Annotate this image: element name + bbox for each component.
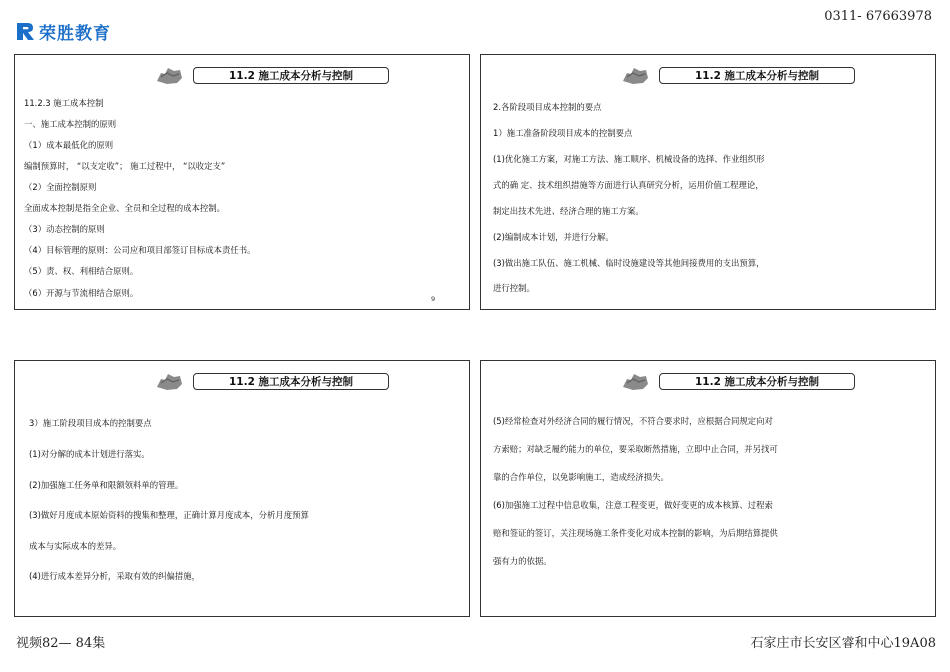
slide-body xyxy=(15,55,469,309)
slide-text-line: （1）成本最低化的原则 xyxy=(24,140,114,150)
slide-text-line: （3）动态控制的原则 xyxy=(24,224,105,234)
slide-text-line: 1）施工准备阶段项目成本的控制要点 xyxy=(493,128,633,138)
slide-text-line: 制定出技术先进、经济合理的施工方案。 xyxy=(493,206,644,216)
slide-text-line: (3)做好月度成本原始资料的搜集和整理，正确计算月度成本，分析月度预算 xyxy=(29,510,309,520)
slide-text-line: (3)做出施工队伍、施工机械、临时设施建设等其他间接费用的支出预算， xyxy=(493,258,765,268)
slide-text-line: 11.2.3 施工成本控制 xyxy=(24,98,104,108)
slide-text-line: 进行控制。 xyxy=(493,283,535,293)
slide-text-line: （6）开源与节流相结合原则。 xyxy=(24,288,139,298)
slide-text-line: (5)经常检查对外经济合同的履行情况，不符合要求时，应根据合同规定向对 xyxy=(493,416,773,426)
brand-logo xyxy=(14,18,111,44)
slide-text-line: 全面成本控制是指全企业、全员和全过程的成本控制。 xyxy=(24,203,225,213)
slide-text-line: 式的确 定、技术组织措施等方面进行认真研究分析，运用价值工程理论， xyxy=(493,180,764,190)
slide-text-line: (4)进行成本差异分析，采取有效的纠偏措施， xyxy=(29,571,200,581)
slide-text-line: 靠的合作单位，以免影响施工，造成经济损失。 xyxy=(493,472,669,482)
slide-4 xyxy=(480,360,936,617)
slide-3 xyxy=(14,360,470,617)
slide-text-line: (2)加强施工任务单和限额领料单的管理。 xyxy=(29,480,184,490)
footer-video-range: 视频82— 84集 xyxy=(16,636,106,651)
slide-text-line: 3）施工阶段项目成本的控制要点 xyxy=(29,418,152,428)
slide-text-line: （5）责、权、利相结合原则。 xyxy=(24,266,139,276)
slide-text-line: 成本与实际成本的差异。 xyxy=(29,541,122,551)
slide-text-line: 编制预算时， “以支定收”； 施工过程中， “以收定支” xyxy=(24,161,226,171)
slide-text-line: (1)对分解的成本计划进行落实。 xyxy=(29,449,150,459)
slide-title: 11.2 施工成本分析与控制 xyxy=(659,373,855,390)
slide-text-line: （4）目标管理的原则：公司应和项目部签订目标成本责任书。 xyxy=(24,245,256,255)
slide-text-line: 一、施工成本控制的原则 xyxy=(24,119,117,129)
slide-text-line: （2）全面控制原则 xyxy=(24,182,97,192)
slide-title: 11.2 施工成本分析与控制 xyxy=(193,67,389,84)
slide-body xyxy=(481,361,935,616)
brand-logo-icon xyxy=(14,20,36,42)
footer-address: 石家庄市长安区睿和中心19A08 xyxy=(750,636,936,651)
slide-text-line: 方索赔；对缺乏履约能力的单位，要采取断然措施，立即中止合同，并另找可 xyxy=(493,444,778,454)
slide-title: 11.2 施工成本分析与控制 xyxy=(659,67,855,84)
page-number: 9 xyxy=(431,295,436,303)
phone-number: 0311- 67663978 xyxy=(824,9,932,24)
slide-title: 11.2 施工成本分析与控制 xyxy=(193,373,389,390)
slide-body xyxy=(15,361,469,616)
slide-text-line: 赔和签证的签订，关注现场施工条件变化对成本控制的影响，为后期结算提供 xyxy=(493,528,778,538)
slide-2 xyxy=(480,54,936,310)
slide-text-line: (2)编制成本计划，并进行分解。 xyxy=(493,232,614,242)
slide-text-line: (1)优化施工方案，对施工方法、施工顺序、机械设备的选择、作业组织形 xyxy=(493,154,765,164)
slide-text-line: 2.各阶段项目成本控制的要点 xyxy=(493,102,602,112)
slide-1 xyxy=(14,54,470,310)
brand-logo-text: 荣胜教育 xyxy=(39,23,111,44)
slide-body xyxy=(481,55,935,309)
slide-text-line: 强有力的依据。 xyxy=(493,556,552,566)
slide-text-line: (6)加强施工过程中信息收集，注意工程变更，做好变更的成本核算、过程索 xyxy=(493,500,773,510)
